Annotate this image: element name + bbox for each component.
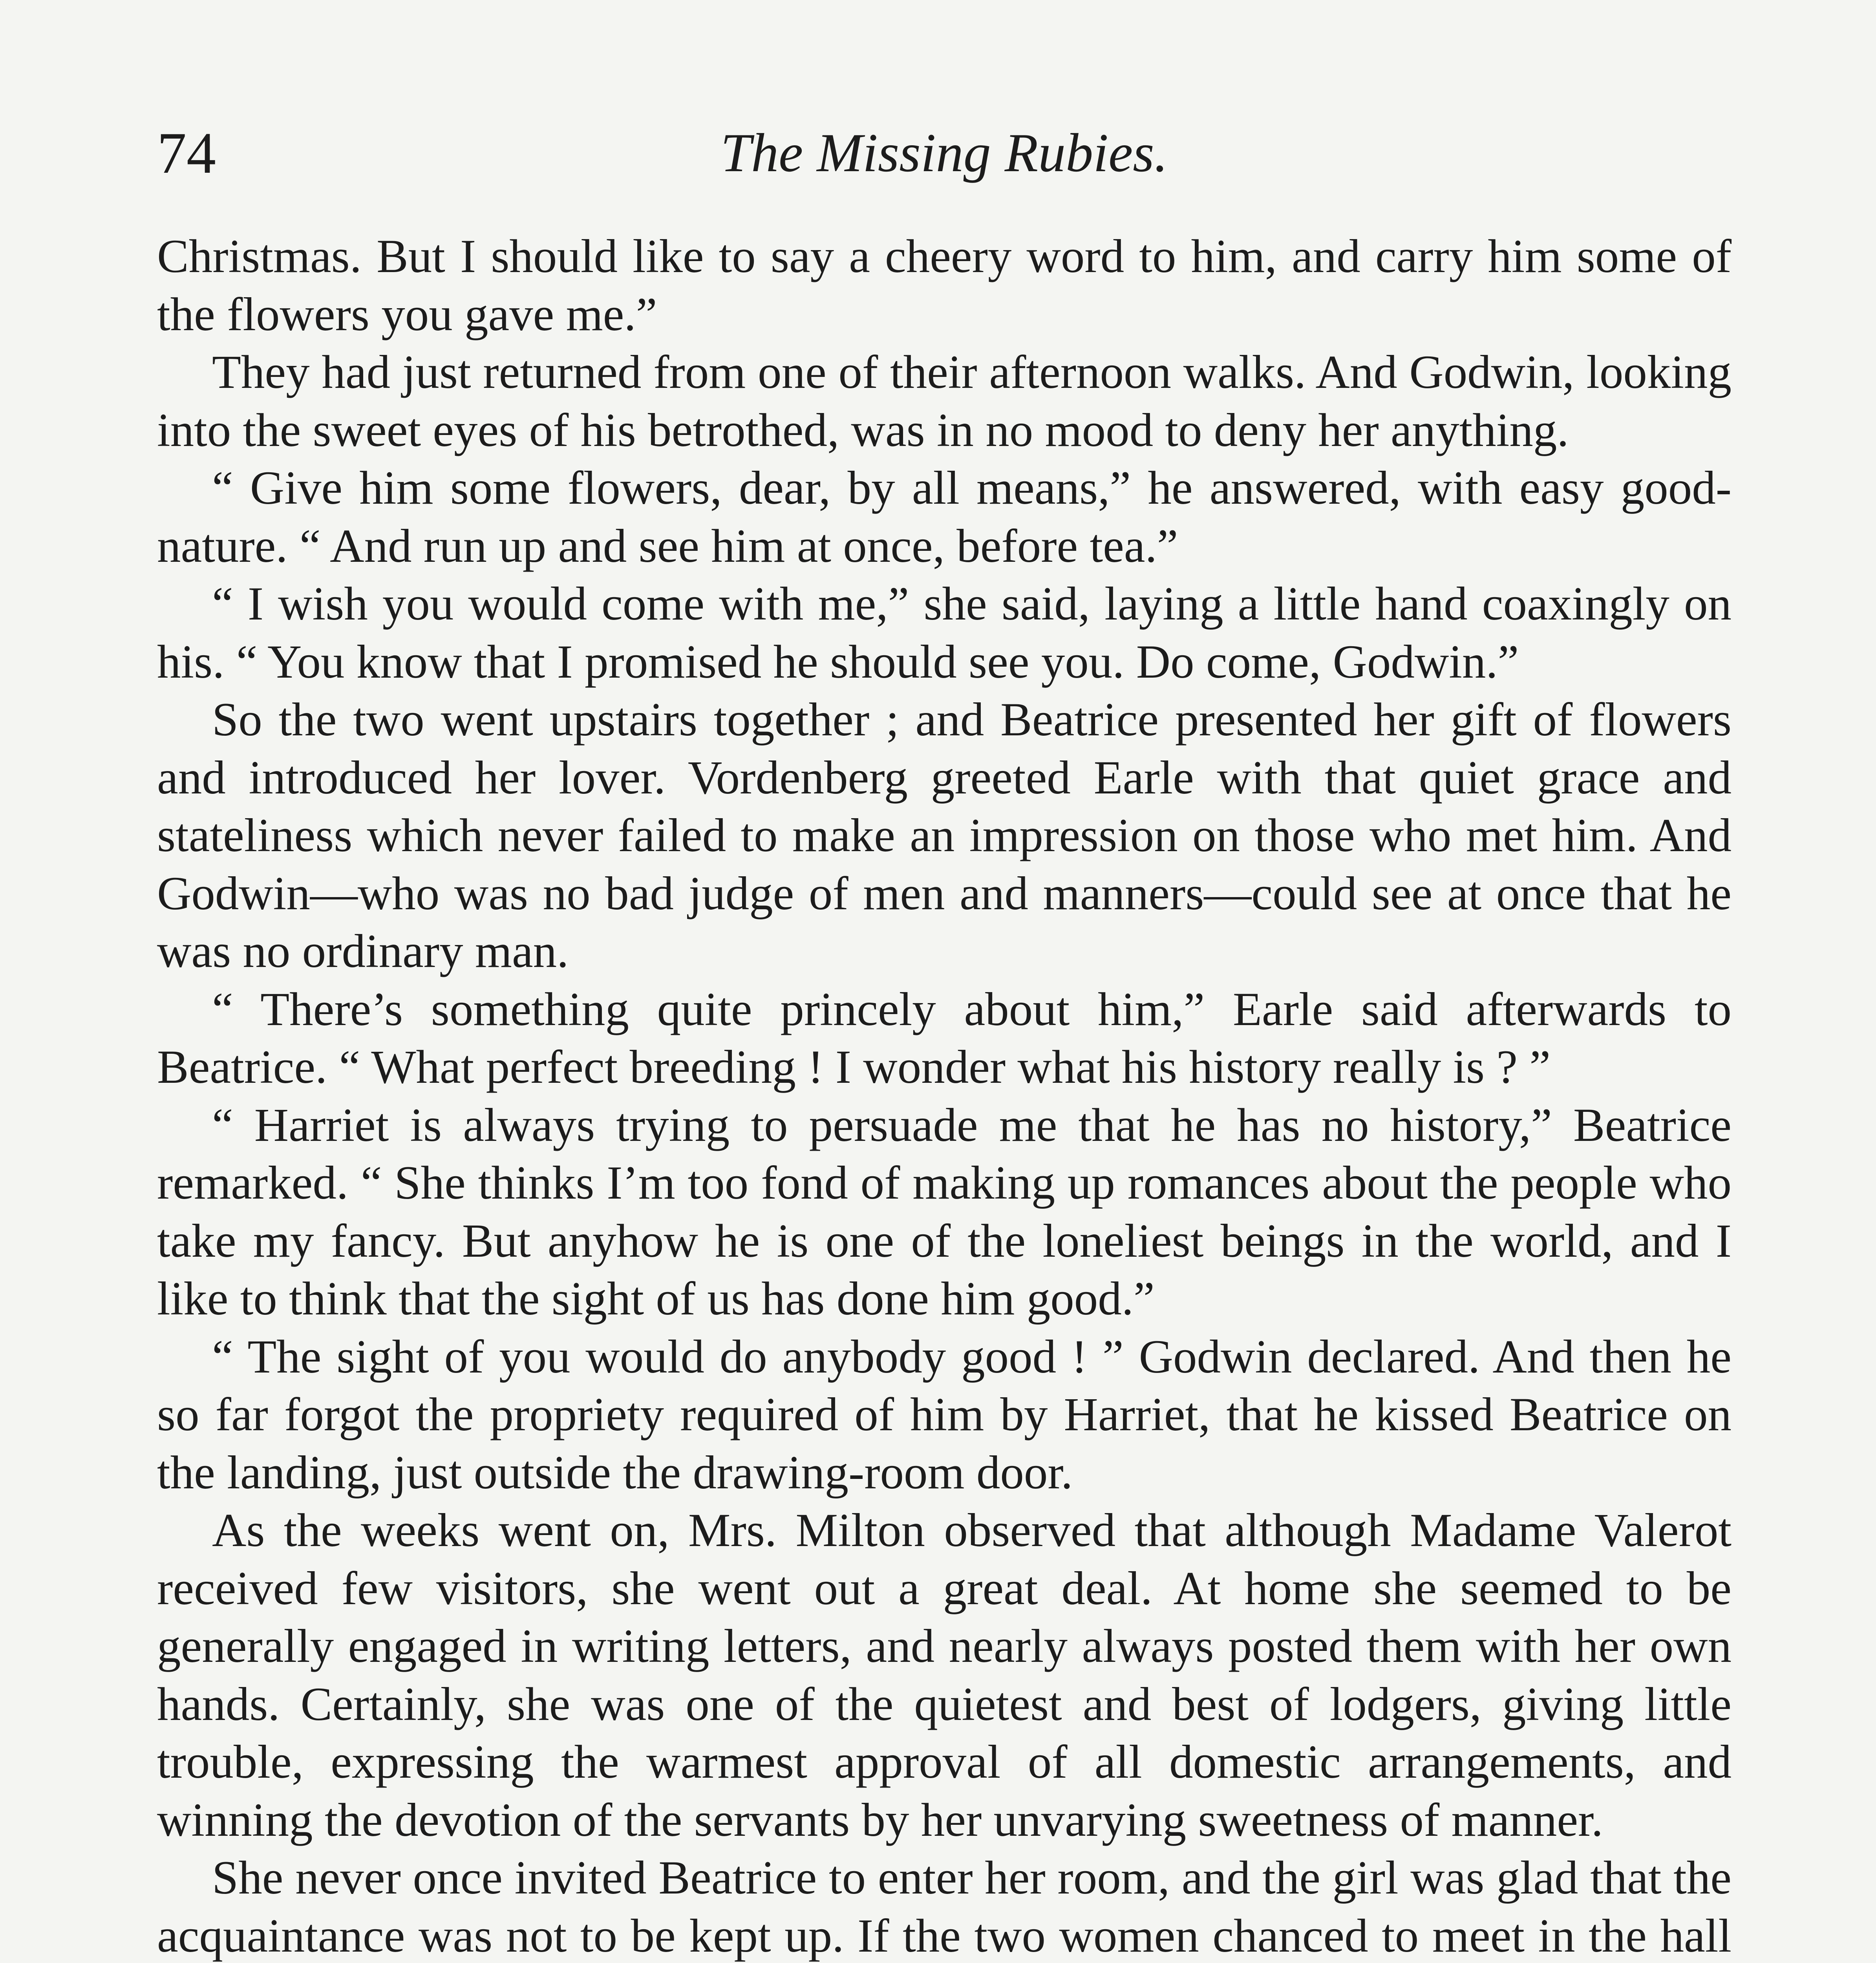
paragraph: “ The sight of you would do anybody good ! ” Godwin declared. And then he so far forgot the propriety required of him by Harriet, that he kissed Beatrice on the landing, just outside the drawing-room door. [157, 1330, 1732, 1499]
paragraph: As the weeks went on, Mrs. Milton observed that although Madame Valerot received few visitors, she went out a great deal. At home she seemed to be generally engaged in writing letters, and nearly always posted them with her own hands. Certainly, she was one of the quietest and best of lodgers, giving little trouble, expressing the warmest approval of all domestic arrangements, and winning the devotion of the servants by her unvarying sweetness of manner. [157, 1504, 1732, 1846]
paragraph: Christmas. But I should like to say a cheery word to him, and carry him some of the flowers you gave me.” [157, 230, 1732, 341]
body-text [157, 228, 1732, 1963]
paragraph: “ I wish you would come with me,” she said, laying a little hand coaxingly on his. “ You know that I promised he should see you. Do come, Godwin.” [157, 578, 1732, 688]
running-title: The Missing Rubies. [720, 122, 1168, 183]
paragraph: “ There’s something quite princely about him,” Earle said afterwards to Beatrice. “ What perfect breeding ! I wonder what his history really is ? ” [157, 983, 1732, 1093]
page-header [157, 114, 1732, 192]
paragraph: “ Harriet is always trying to persuade me that he has no history,” Beatrice remarked. “ She thinks I’m too fond of making up romances about the people who take my fancy. But anyhow he is one of the loneliest beings in the world, and I like to think that the sight of us has done him good.” [157, 1098, 1732, 1325]
paragraph: So the two went upstairs together ; and Beatrice presented her gift of flowers and introduced her lover. Vordenberg greeted Earle with that quiet grace and stateliness which never failed to make an impression on those who met him. And Godwin—who was no bad judge of men and manners—could see at once that he was no ordinary man. [157, 693, 1732, 978]
paragraph: “ Give him some flowers, dear, by all means,” he answered, with easy good-nature. “ And run up and see him at once, before tea.” [157, 462, 1732, 572]
paragraph: They had just returned from one of their afternoon walks. And Godwin, looking into the sweet eyes of his betrothed, was in no mood to deny her anything. [157, 346, 1732, 457]
paragraph: She never once invited Beatrice to enter her room, and the girl was glad that the acquaintance was not to be kept up. If the two women chanced to meet in the hall [157, 1852, 1732, 1962]
page-number: 74 [157, 121, 216, 186]
